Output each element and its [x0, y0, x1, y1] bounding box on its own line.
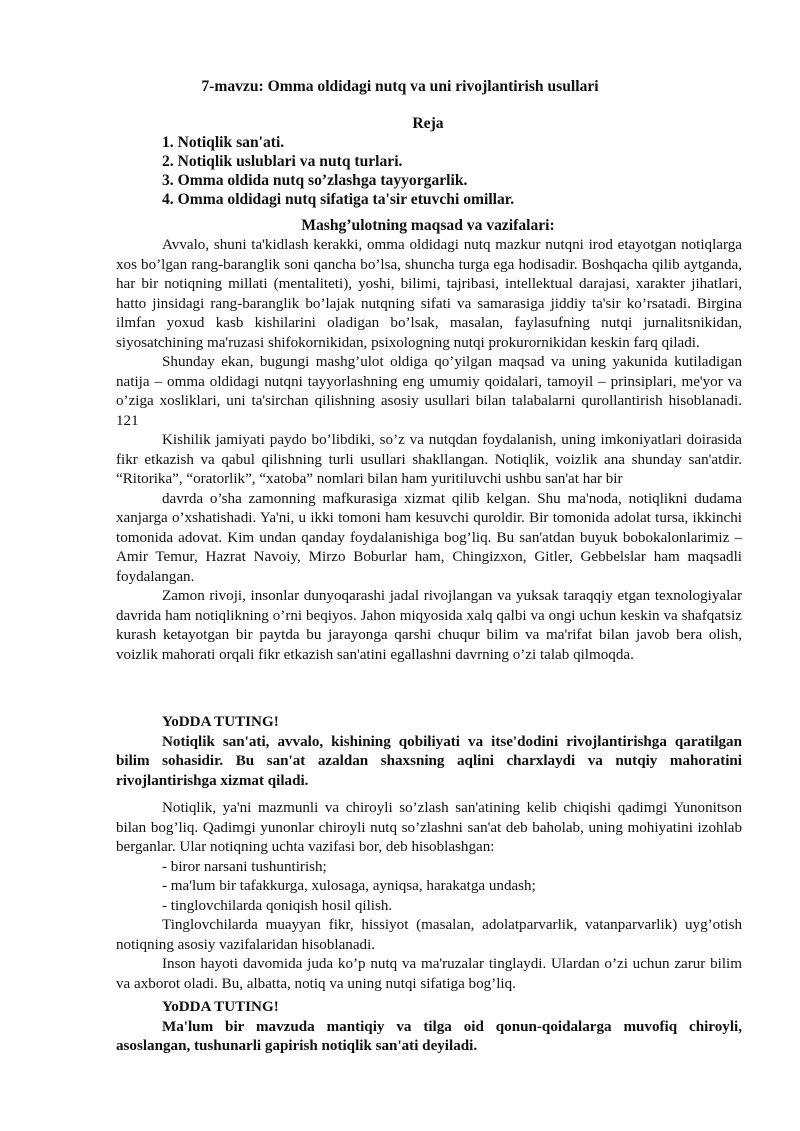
plan-list [162, 133, 762, 209]
paragraph: Shunday ekan, bugungi mashg’ulot oldiga qo’yilgan maqsad va uning yakunida kutiladigan natija – omma oldidagi nutqni tayyorlashning eng umumiy qoidalari, tamoyil – prinsiplari, me'yor va o’ziga xosliklari, uni ta'sirchan qilishning asosiy usullari bilan talabalarni qurollantirish hisoblanadi. 121 [116, 354, 742, 429]
list-item: - tinglovchilarda qoniqish hosil qilish. [162, 897, 393, 914]
plan-item: 1. Notiqlik san'ati. [162, 134, 285, 151]
paragraph: Avvalo, shuni ta'kidlash kerakki, omma oldidagi nutq mazkur nutqni irod etayotgan notiqlarga xos bo’lgan rang-baranglik soni qancha bo’lsa, shuncha turga ega hodisadir. Boshqacha qilib aytganda, har bir notiqning millati (mentaliteti), yoshi, bilimi, tajribasi, intellektual darajasi, xarakter jihatlari, hatto jinsidagi rang-baranglik bo’lajak nutqning sifati va samarasiga jiddiy ta'sir ko’rsatadi. Birgina ilmfan yoxud kasb kishilarini oladigan bo’lsak, masalan, faylasufning nutqi jurnalitsnikidan, siyosatchining ma'ruzasi shifokornikidan, psixologning nutqi prokurornikidan keskin farq qiladi. [116, 237, 742, 351]
note-text: Ma'lum bir mavzuda mantiqiy va tilga oid qonun-qoidalarga muvofiq chiroyli, asoslangan, tushunarli gapirish notiqlik san'ati deyiladi. [116, 1018, 742, 1054]
note-box-1 [116, 713, 742, 791]
note-text: Notiqlik san'ati, avvalo, kishining qobiliyati va itse'dodini rivojlantirishga qaratilgan bilim sohasidir. Bu san'at azaldan shaxsning aqlini charxlaydi va nutqiy mahoratini rivojlantirishga xizmat qiladi. [116, 733, 742, 789]
paragraph: davrda o’sha zamonning mafkurasiga xizmat qilib kelgan. Shu ma'noda, notiqlikni dudama xanjarga o’xshatishadi. Ya'ni, u ikki tomoni ham kesuvchi quroldir. Bir tomonida adolat tursa, ikkinchi tomonida adovat. Kim undan qanday foydalanishiga bog’liq. Bu san'atdan buyuk bobokalonlarimiz – Amir Temur, Hazrat Navoiy, Mirzo Boburlar ham, Chingizxon, Gitler, Gebbelslar ham maqsadli foydalangan. [116, 490, 742, 585]
document-title: 7-mavzu: Omma oldidagi nutq va uni rivojlantirish usullari [201, 78, 599, 95]
plan-item: 4. Omma oldidagi nutq sifatiga ta'sir etuvchi omillar. [162, 191, 515, 208]
note-heading: YoDDA TUTING! [162, 999, 279, 1015]
note-box-2 [116, 998, 742, 1057]
duties-list [116, 858, 742, 917]
paragraph: Zamon rivoji, insonlar dunyoqarashi jadal rivojlangan va yuksak taraqqiy etgan texnologiyalar davrida ham notiqlikning o’rni beqiyos. Jahon miqyosida xalq qalbi va ongi uchun keskin va shafqatsiz kurash ketayotgan bir paytda bu jarayonga qarshi chuqur bilim va ma'rifat bilan javob bera olish, voizlik mahorati orqali fikr etkazish san'atini egallashni davrning o’zi talab qilmoqda. [116, 588, 742, 663]
plan-item: 2. Notiqlik uslublari va nutq turlari. [162, 153, 403, 170]
note-heading: YoDDA TUTING! [162, 714, 279, 730]
goals-heading: Mashg’ulotning maqsad va vazifalari: [301, 217, 555, 234]
plan-heading: Reja [412, 115, 444, 132]
plan-item: 3. Omma oldida nutq so’zlashga tayyorgarlik. [162, 172, 468, 189]
body-section-2 [116, 799, 742, 994]
body-section-1 [116, 236, 742, 665]
paragraph: Kishilik jamiyati paydo bo’libdiki, so’z va nutqdan foydalanish, uning imkoniyatlari doirasida fikr etkazish va qabul qilishning turli usullari shakllangan. Notiqlik, voizlik ana shunday san'atdir. “Ritorika”, “oratorlik”, “xatoba” nomlari bilan ham yuritiluvchi ushbu san'at har bir [116, 432, 742, 487]
paragraph: Notiqlik, ya'ni mazmunli va chiroyli so’zlash san'atining kelib chiqishi qadimgi Yunonitson bilan bog’liq. Qadimgi yunonlar chiroyli nutq so’zlashni san'at deb baholab, uning mohiyatini izohlab berganlar. Ular notiqning uchta vazifasi bor, deb hisoblashgan: [116, 800, 742, 855]
list-item: - ma'lum bir tafakkurga, xulosaga, ayniqsa, harakatga undash; [162, 878, 536, 894]
paragraph: Inson hayoti davomida juda ko’p nutq va ma'ruzalar tinglaydi. Ulardan o’zi uchun zarur bilim va axborot oladi. Bu, albatta, notiq va uning nutqi sifatiga bog’liq. [116, 956, 742, 992]
paragraph: Tinglovchilarda muayyan fikr, hissiyot (masalan, adolatparvarlik, vatanparvarlik) uyg’otish notiqning asosiy vazifalaridan hisoblanadi. [116, 917, 742, 953]
list-item: - biror narsani tushuntirish; [162, 858, 327, 875]
